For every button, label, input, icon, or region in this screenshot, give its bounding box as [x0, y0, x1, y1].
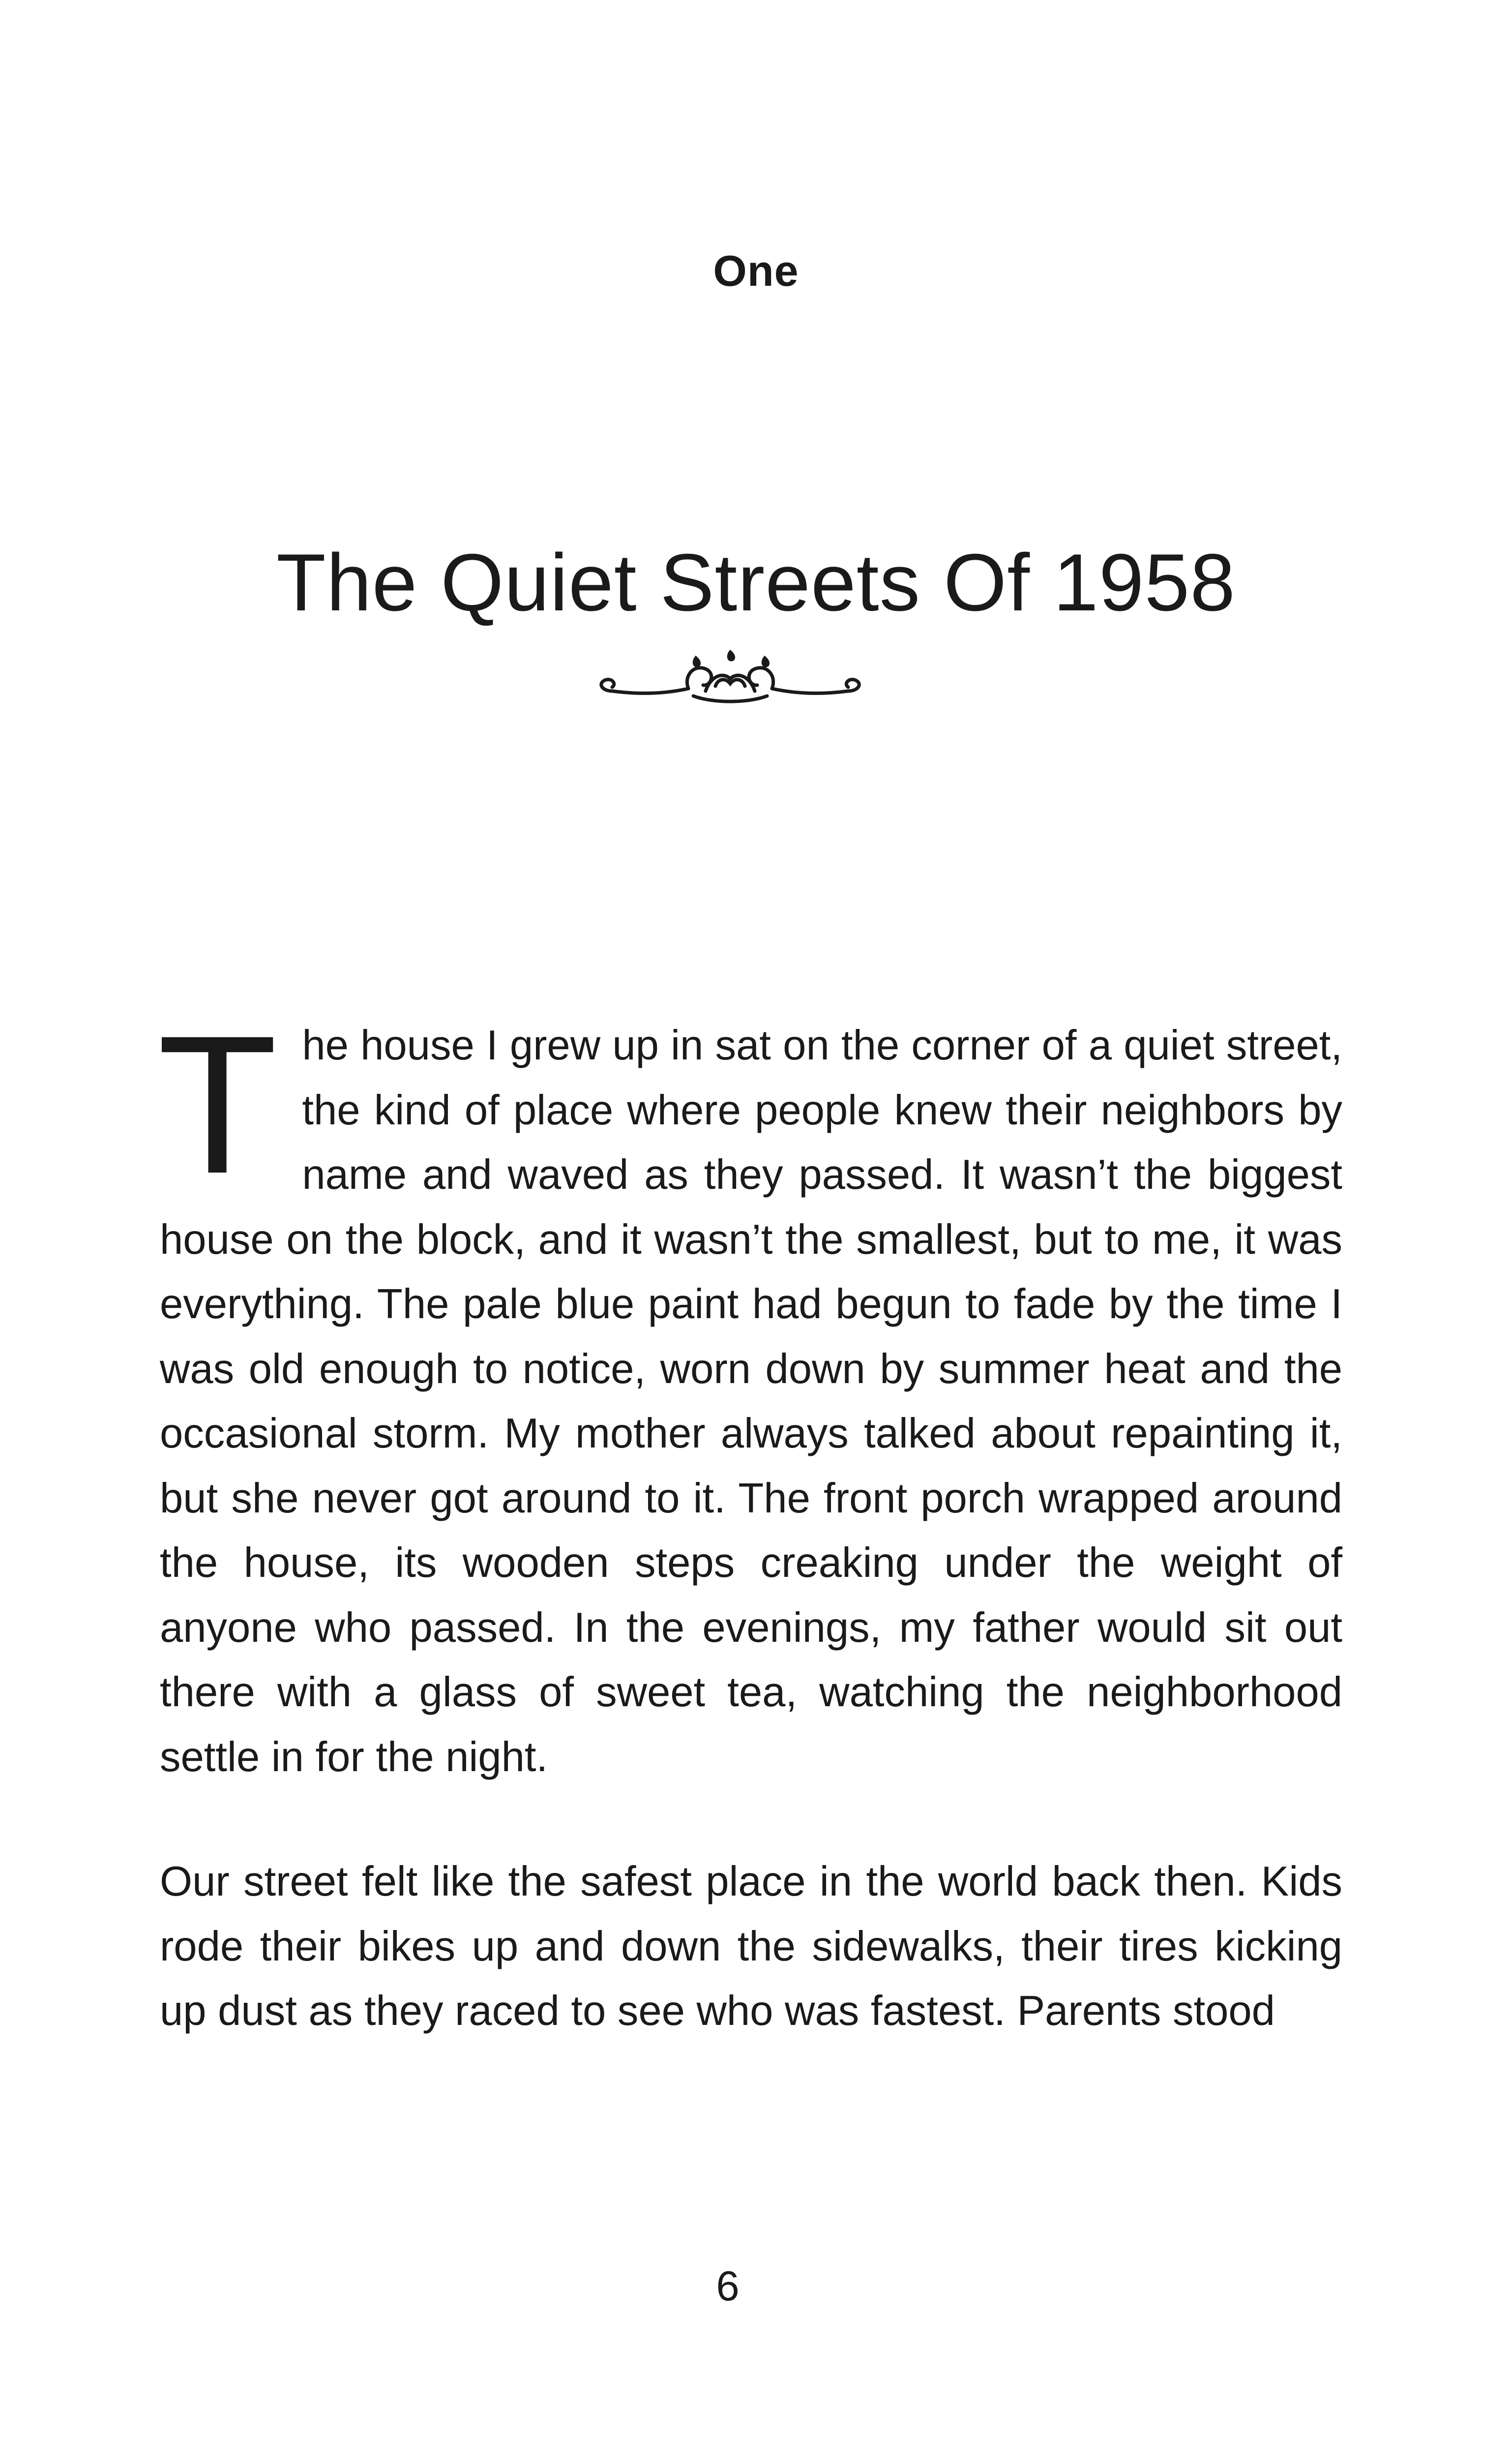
- paragraph-1-text: he house I grew up in sat on the corner of a quiet street, the kind of place where people knew their neighbors by name and waved as they passed. It wasn’t the biggest house on the block, and it wasn’t the smallest, but to me, it was everything. The pale blue paint had begun to fade by the time I was old enough to notice, worn down by summer heat and the occasional storm. My mother always talked about repainting it, but she never got around to it. The front porch wrapped around the house, its wooden steps creaking under the weight of anyone who passed. In the evenings, my father would sit out there with a glass of sweet tea, watching the neighborhood settle in for the night.: [160, 1022, 1342, 1780]
- page-number: 6: [716, 2263, 740, 2310]
- drop-cap: T: [157, 995, 278, 1214]
- paragraph-2-text: Our street felt like the safest place in the world back then. Kids rode their bikes up and down the sidewalks, their tires kicking up dust as they raced to see who was fastest. Parents stood: [160, 1858, 1342, 2034]
- chapter-title: The Quiet Streets Of 1958: [276, 537, 1236, 628]
- chapter-number: One: [713, 246, 799, 295]
- paragraph-2: [160, 1849, 1342, 2044]
- paragraph-1: [157, 995, 1342, 1789]
- flourish-ornament-icon: [583, 642, 878, 723]
